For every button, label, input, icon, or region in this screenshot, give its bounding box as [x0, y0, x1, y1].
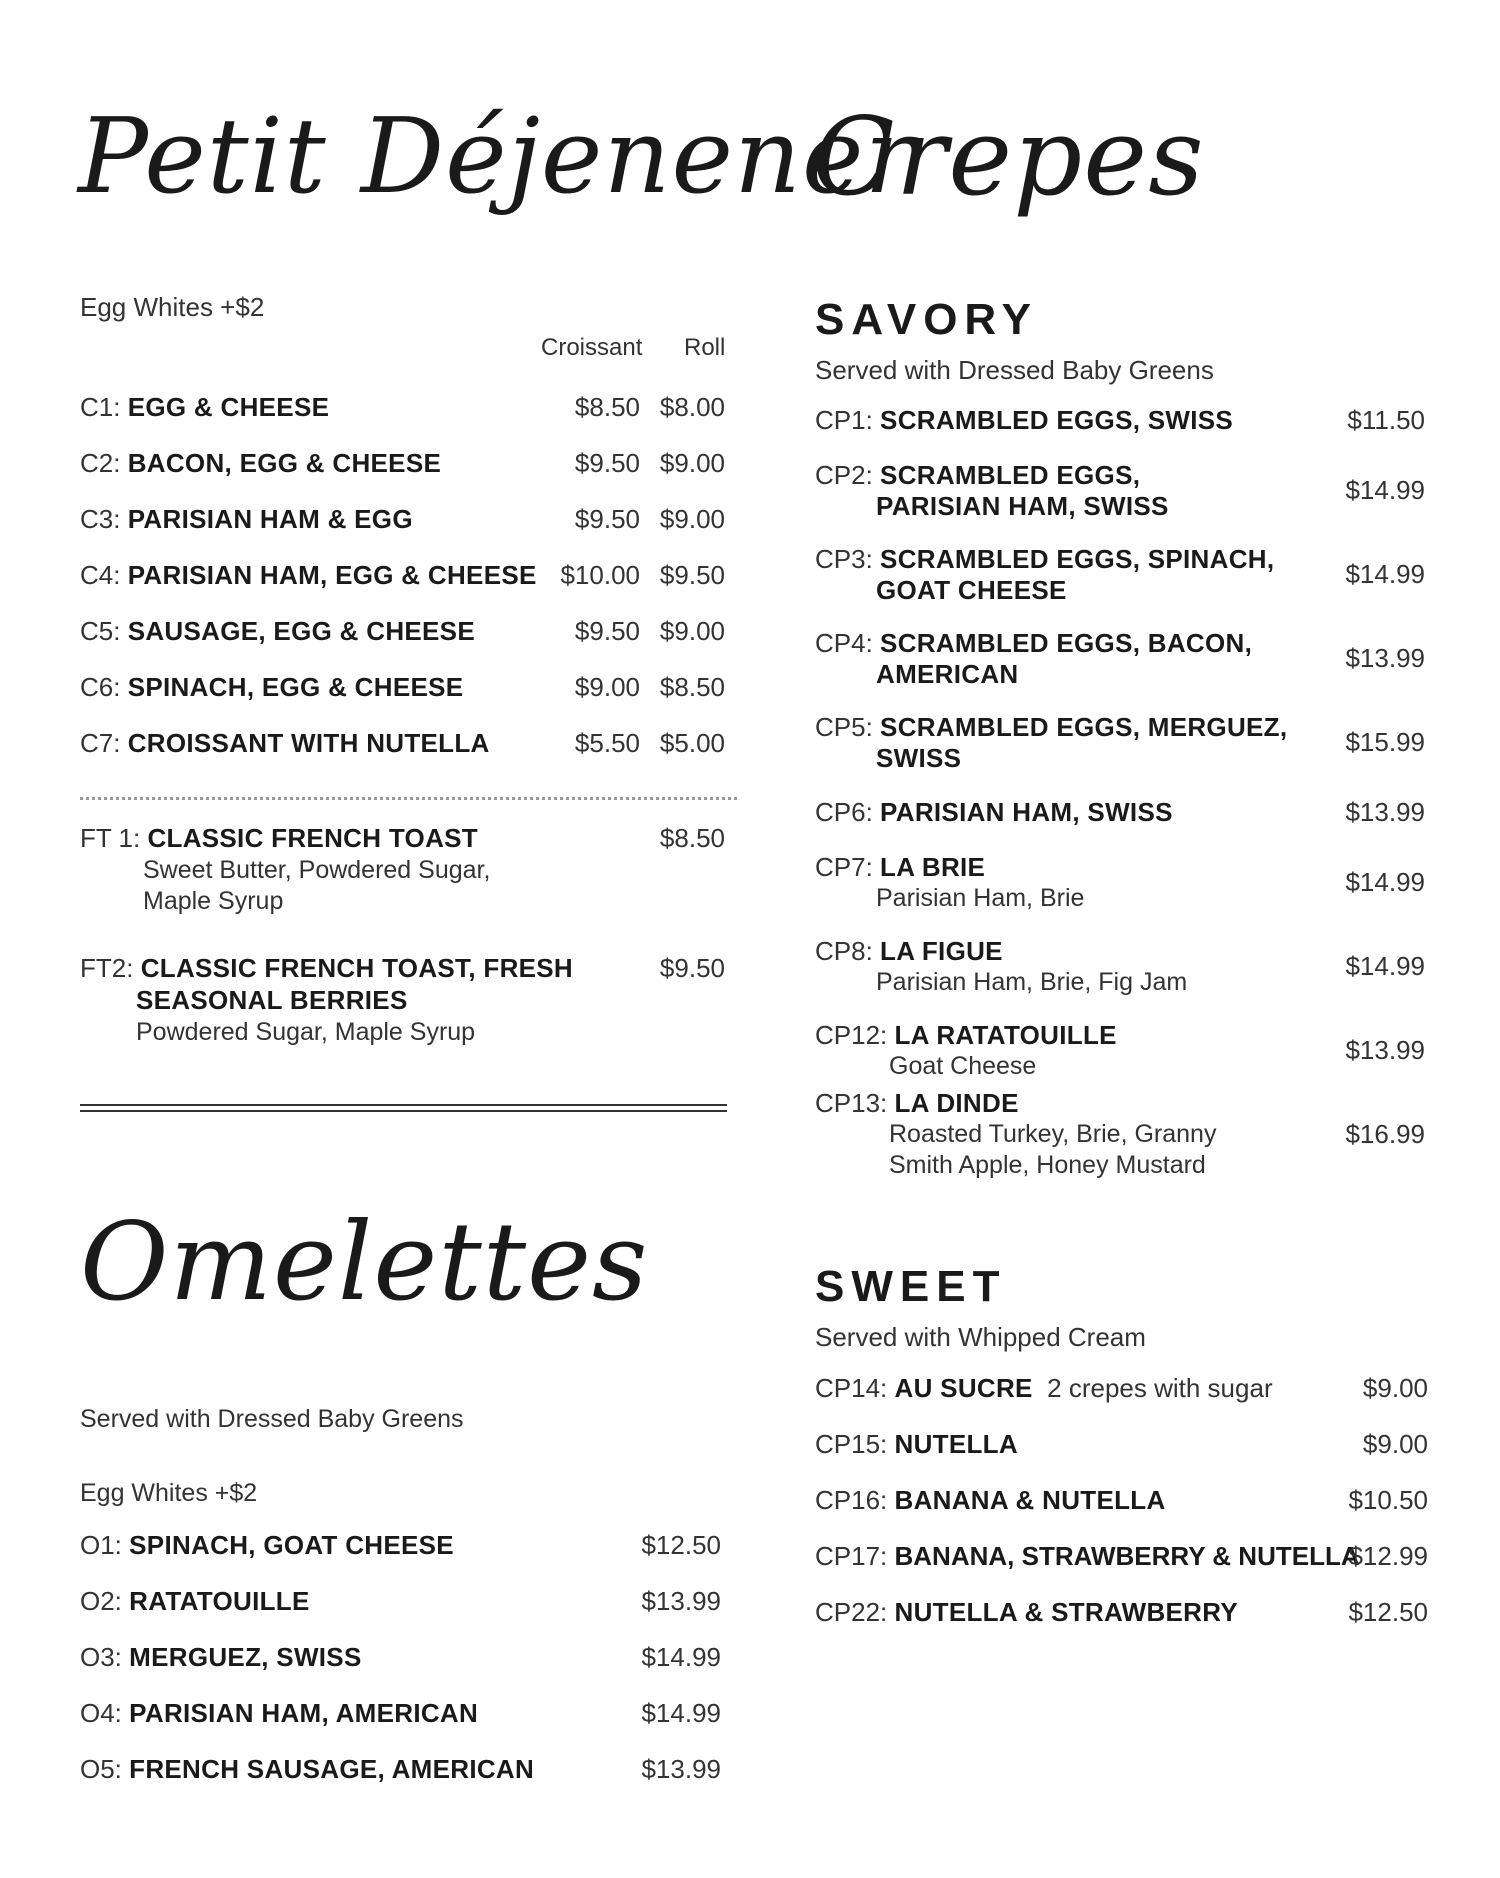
- list-item: [815, 1429, 1018, 1460]
- item-description: 2 crepes with sugar: [1047, 1373, 1273, 1403]
- item-name: NUTELLA & STRAWBERRY: [894, 1597, 1239, 1627]
- item-description: Parisian Ham, Brie: [876, 884, 1085, 912]
- roll-price: $8.00: [659, 392, 725, 422]
- list-item: [80, 728, 490, 759]
- item-name-continued: GOAT CHEESE: [876, 575, 1067, 605]
- item-price: $13.99: [641, 1754, 721, 1784]
- item-code: O4:: [80, 1698, 122, 1728]
- croissant-price: $9.50: [574, 504, 640, 534]
- item-name: BACON, EGG & CHEESE: [127, 448, 442, 478]
- list-item: [815, 936, 1003, 967]
- list-item: [80, 448, 441, 479]
- list-item: [815, 628, 1252, 659]
- item-description: Sweet Butter, Powdered Sugar,: [143, 856, 491, 884]
- item-name: LA BRIE: [880, 852, 986, 882]
- item-code: CP6:: [815, 797, 873, 827]
- item-name: PARISIAN HAM, AMERICAN: [129, 1698, 479, 1728]
- list-item: [80, 1698, 478, 1729]
- item-code: CP5:: [815, 712, 873, 742]
- item-name: LA DINDE: [894, 1088, 1019, 1118]
- list-item: [80, 616, 475, 647]
- item-name: EGG & CHEESE: [127, 392, 330, 422]
- item-name: SCRAMBLED EGGS, SPINACH,: [880, 544, 1275, 574]
- item-name: LA FIGUE: [880, 936, 1003, 966]
- item-name: SCRAMBLED EGGS, BACON,: [880, 628, 1253, 658]
- list-item: [80, 953, 573, 984]
- list-item: [815, 1597, 1238, 1628]
- list-item: [815, 712, 1287, 743]
- croissant-price: $8.50: [574, 392, 640, 422]
- crepes-title: Crepes: [812, 95, 1205, 220]
- column-header-croissant: Croissant: [541, 334, 643, 361]
- list-item: [815, 852, 985, 883]
- item-name-continued: SEASONAL BERRIES: [136, 985, 408, 1015]
- item-code: C5:: [80, 616, 121, 646]
- list-item: [80, 1586, 310, 1617]
- item-price: $8.50: [659, 823, 725, 853]
- croissant-price: $10.00: [560, 560, 640, 590]
- item-description: Goat Cheese: [889, 1052, 1037, 1080]
- item-name: PARISIAN HAM, EGG & CHEESE: [127, 560, 537, 590]
- item-price: $14.99: [1345, 951, 1425, 981]
- item-name: CLASSIC FRENCH TOAST, FRESH: [140, 953, 574, 983]
- item-description: Powdered Sugar, Maple Syrup: [136, 1018, 476, 1046]
- item-code: C2:: [80, 448, 121, 478]
- item-code: O5:: [80, 1754, 122, 1784]
- savory-served-note: Served with Dressed Baby Greens: [815, 355, 1214, 385]
- item-name: SAUSAGE, EGG & CHEESE: [127, 616, 475, 646]
- item-price: $12.50: [641, 1530, 721, 1560]
- item-code: CP7:: [815, 852, 873, 882]
- sweet-heading: SWEET: [815, 1262, 1007, 1311]
- list-item: [80, 1642, 362, 1673]
- item-name-continued: AMERICAN: [876, 659, 1019, 689]
- list-item: [80, 823, 478, 854]
- list-item: [815, 1088, 1019, 1119]
- item-price: $11.50: [1347, 405, 1425, 435]
- item-name: PARISIAN HAM & EGG: [127, 504, 413, 534]
- item-code: O2:: [80, 1586, 122, 1616]
- item-code: CP12:: [815, 1020, 888, 1050]
- list-item: [815, 1020, 1117, 1051]
- item-name: BANANA, STRAWBERRY & NUTELLA: [894, 1541, 1360, 1571]
- item-code: O3:: [80, 1642, 122, 1672]
- item-price: $13.99: [1345, 797, 1425, 827]
- item-description: Roasted Turkey, Brie, Granny: [889, 1120, 1217, 1148]
- croissant-price: $9.50: [574, 448, 640, 478]
- item-description: Parisian Ham, Brie, Fig Jam: [876, 968, 1188, 996]
- item-name: SCRAMBLED EGGS, SWISS: [880, 405, 1234, 435]
- item-code: CP17:: [815, 1541, 888, 1571]
- item-price: $12.50: [1348, 1597, 1428, 1627]
- item-price: $15.99: [1345, 727, 1425, 757]
- list-item: [815, 544, 1274, 575]
- list-item: [80, 672, 463, 703]
- item-code: C1:: [80, 392, 121, 422]
- item-code: CP22:: [815, 1597, 888, 1627]
- roll-price: $9.50: [659, 560, 725, 590]
- list-item: [815, 1541, 1360, 1572]
- item-price: $9.50: [659, 953, 725, 983]
- item-code: FT2:: [80, 953, 134, 983]
- list-item: [815, 1373, 1273, 1404]
- item-price: $14.99: [641, 1642, 721, 1672]
- item-name: AU SUCRE: [894, 1373, 1033, 1403]
- item-price: $9.00: [1362, 1373, 1428, 1403]
- item-description: Smith Apple, Honey Mustard: [889, 1151, 1206, 1179]
- item-name: RATATOUILLE: [129, 1586, 310, 1616]
- item-price: $10.50: [1348, 1485, 1428, 1515]
- item-price: $14.99: [1345, 475, 1425, 505]
- item-name: LA RATATOUILLE: [894, 1020, 1117, 1050]
- item-price: $13.99: [1345, 1035, 1425, 1065]
- list-item: [80, 392, 329, 423]
- item-price: $16.99: [1345, 1119, 1425, 1149]
- list-item: [815, 405, 1233, 436]
- item-code: C7:: [80, 728, 121, 758]
- item-code: CP16:: [815, 1485, 888, 1515]
- item-price: $13.99: [1345, 643, 1425, 673]
- item-code: CP15:: [815, 1429, 888, 1459]
- item-name: MERGUEZ, SWISS: [129, 1642, 362, 1672]
- item-code: C6:: [80, 672, 121, 702]
- item-name: NUTELLA: [894, 1429, 1018, 1459]
- roll-price: $9.00: [659, 504, 725, 534]
- item-name: CLASSIC FRENCH TOAST: [147, 823, 478, 853]
- croissant-price: $5.50: [574, 728, 640, 758]
- item-code: FT 1:: [80, 823, 141, 853]
- item-name: SPINACH, EGG & CHEESE: [127, 672, 464, 702]
- list-item: [815, 1485, 1166, 1516]
- list-item: [815, 797, 1173, 828]
- list-item: [80, 560, 537, 591]
- croissant-price: $9.50: [574, 616, 640, 646]
- item-name: SCRAMBLED EGGS, MERGUEZ,: [880, 712, 1288, 742]
- item-price: $13.99: [641, 1586, 721, 1616]
- item-code: CP3:: [815, 544, 873, 574]
- omelettes-served-note: Served with Dressed Baby Greens: [80, 1405, 464, 1433]
- breakfast-title: Petit Déjenener: [78, 95, 916, 217]
- item-price: $14.99: [641, 1698, 721, 1728]
- list-item: [80, 1530, 454, 1561]
- item-code: CP2:: [815, 460, 873, 490]
- roll-price: $8.50: [659, 672, 725, 702]
- item-code: CP13:: [815, 1088, 888, 1118]
- item-code: C4:: [80, 560, 121, 590]
- list-item: [80, 1754, 534, 1785]
- item-code: CP4:: [815, 628, 873, 658]
- item-code: CP14:: [815, 1373, 888, 1403]
- item-name: SCRAMBLED EGGS,: [880, 460, 1141, 490]
- item-name-continued: SWISS: [876, 743, 962, 773]
- omelettes-egg-whites-note: Egg Whites +$2: [80, 1479, 258, 1507]
- item-code: CP8:: [815, 936, 873, 966]
- item-description: Maple Syrup: [143, 887, 284, 915]
- roll-price: $9.00: [659, 448, 725, 478]
- item-name: BANANA & NUTELLA: [894, 1485, 1166, 1515]
- item-name: SPINACH, GOAT CHEESE: [129, 1530, 454, 1560]
- item-code: O1:: [80, 1530, 122, 1560]
- list-item: [80, 504, 413, 535]
- item-name-continued: PARISIAN HAM, SWISS: [876, 491, 1169, 521]
- item-price: $14.99: [1345, 559, 1425, 589]
- item-price: $9.00: [1362, 1429, 1428, 1459]
- item-name: FRENCH SAUSAGE, AMERICAN: [129, 1754, 535, 1784]
- breakfast-egg-whites-note: Egg Whites +$2: [80, 292, 265, 322]
- sweet-served-note: Served with Whipped Cream: [815, 1322, 1146, 1352]
- item-name: CROISSANT WITH NUTELLA: [127, 728, 490, 758]
- column-header-roll: Roll: [684, 334, 726, 361]
- omelettes-title: Omelettes: [80, 1200, 649, 1325]
- roll-price: $5.00: [659, 728, 725, 758]
- double-rule-divider: [80, 1104, 727, 1112]
- savory-heading: SAVORY: [815, 295, 1038, 344]
- list-item: [815, 460, 1140, 491]
- item-code: CP1:: [815, 405, 873, 435]
- item-name: PARISIAN HAM, SWISS: [880, 797, 1173, 827]
- roll-price: $9.00: [659, 616, 725, 646]
- item-code: C3:: [80, 504, 121, 534]
- item-price: $14.99: [1345, 867, 1425, 897]
- item-price: $12.99: [1348, 1541, 1428, 1571]
- dotted-divider: [80, 797, 737, 800]
- croissant-price: $9.00: [574, 672, 640, 702]
